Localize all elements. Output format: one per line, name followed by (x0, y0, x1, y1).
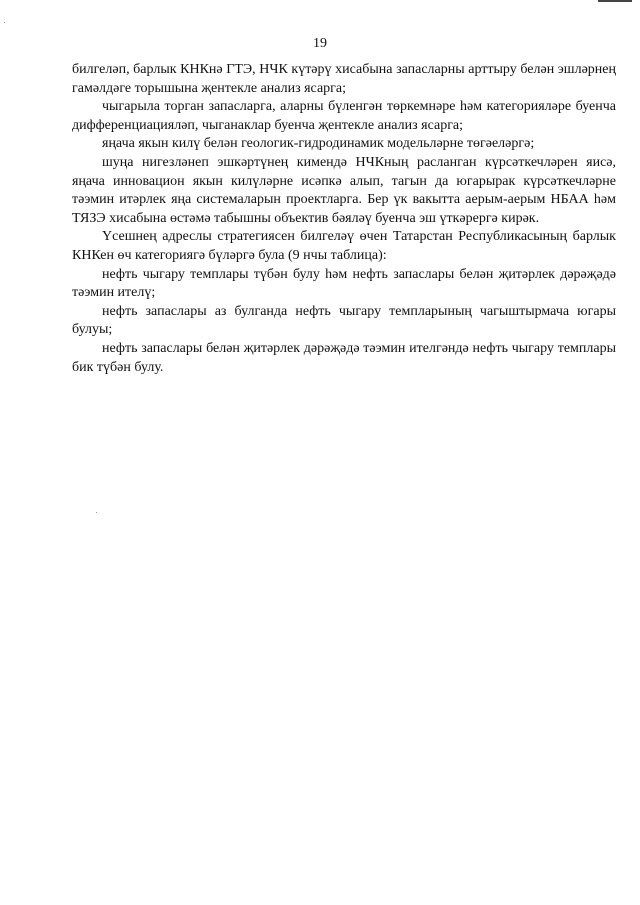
paragraph-2: чыгарыла торган запасларга, аларны бүленгән төркемнәре һәм категорияләре буенча дифференциацияләп, чыганаклар буенча җентекле анализ ясарга; (72, 99, 616, 133)
paragraph-5: Үсешнең адреслы стратегиясен билгеләү өчен Татарстан Республикасының барлык КНКен өч категориягә бүләргә була (9 нчы таблица): (72, 229, 616, 263)
paragraph-7: нефть запаслары аз булганда нефть чыгару темпларының чагыштырмача югары булуы; (72, 303, 616, 338)
scan-speck (96, 512, 97, 513)
paragraph-8: нефть запаслары белән җитәрлек дәрәҗәдә тәэмин ителгәндә нефть чыгару темплары бик түбән булу. (72, 340, 616, 375)
scan-speck (4, 22, 5, 23)
paragraph-3: яңача якын килү белән геологик-гидродинамик модельләрне төгәеләргә; (102, 136, 535, 152)
page-number: 19 (313, 36, 327, 51)
scan-edge-mark (598, 0, 632, 2)
body-text (72, 61, 616, 377)
paragraph-4: шуңа нигезләнеп эшкәртүнең кимендә НЧКның расланган күрсәткечләрен яисә, яңача инновацион якын килүләрне исәпкә алып, тагын да югарырак күрсәткечләрне тәэмин итәрлек яңа системаларын проектларга. Бер үк вакытта аерым-аерым НБАА һәм ТЯЗЭ хисабына өстәмә табышны объектив бәяләү буенча эш үткәрергә кирәк. (72, 154, 616, 226)
paragraph-1: билгеләп, барлык КНКнә ГТЭ, НЧК күтәрү хисабына запасларны арттыру белән эшләрнең гамәлдәге торышына җентекле анализ ясарга; (72, 62, 616, 96)
paragraph-6: нефть чыгару темплары түбән булу һәм нефть запаслары белән җитәрлек дәрәҗәдә тәэмин ителү; (72, 266, 616, 301)
